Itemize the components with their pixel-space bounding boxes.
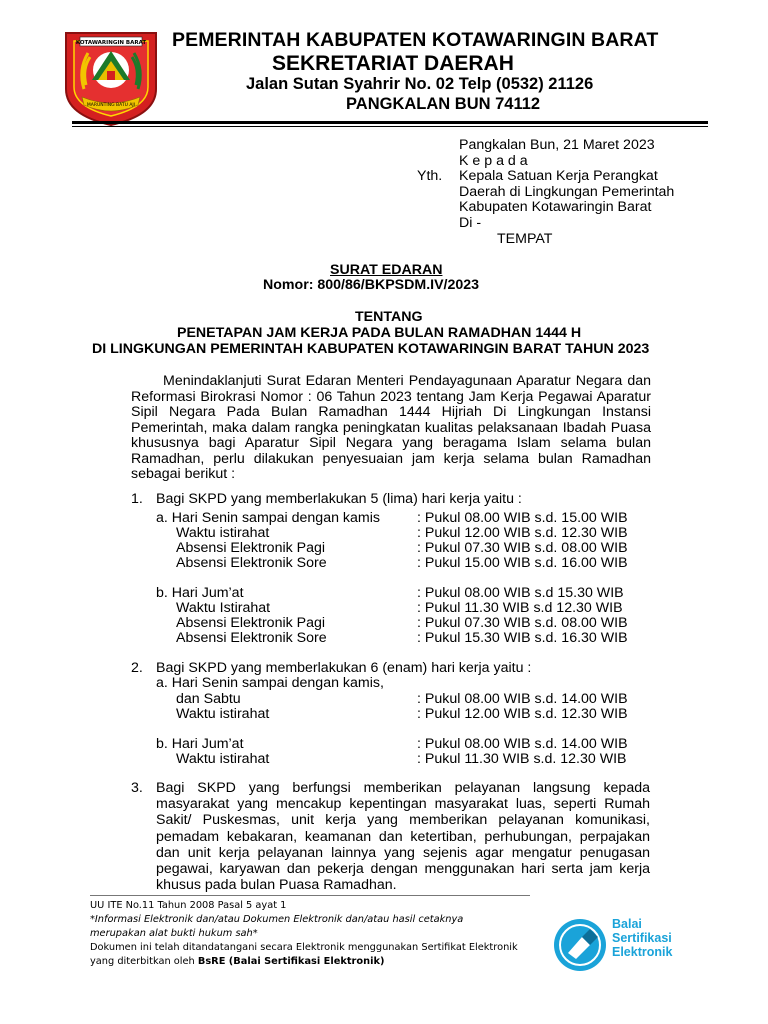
recipient-line-2: Daerah di Lingkungan Pemerintah	[459, 184, 675, 200]
item-2b-value-1: : Pukul 11.30 WIB s.d. 12.30 WIB	[417, 751, 627, 767]
item-1b-value-1: : Pukul 11.30 WIB s.d 12.30 WIB	[417, 600, 623, 616]
letter-date: Pangkalan Bun, 21 Maret 2023	[459, 137, 655, 153]
item-2b-label-1: Waktu istirahat	[176, 751, 270, 767]
header-rule-thick	[72, 121, 708, 124]
item-1b-value-2: : Pukul 07.30 WIB s.d. 08.00 WIB	[417, 615, 628, 631]
kepada-label: K e p a d a	[459, 153, 528, 169]
item-1a-value-0: : Pukul 08.00 WIB s.d. 15.00 WIB	[417, 510, 628, 526]
item-2-text: Bagi SKPD yang memberlakukan 6 (enam) hari kerja yaitu :	[156, 660, 532, 676]
item-2-number: 2.	[131, 660, 143, 676]
item-1-number: 1.	[131, 491, 143, 507]
footer-line-5-prefix: yang diterbitkan oleh	[90, 956, 198, 967]
letter-number: Nomor: 800/86/BKPSDM.IV/2023	[263, 277, 480, 293]
bsre-text-1: Balai	[612, 917, 642, 931]
item-1a-label-0: a. Hari Senin sampai dengan kamis	[156, 510, 380, 526]
footer-line-3: merupakan alat bukti hukum sah*	[90, 928, 258, 939]
intro-text: Menindaklanjuti Surat Edaran Menteri Pendayagunaan Aparatur Negara dan Reformasi Birokrasi Nomor : 06 Tahun 2023 tentang Jam Kerja Pegawai Aparatur Sipil Negara Pada Bulan Ramadhan 1444 Hijriah Di Lingkungan Instansi Pemerintah, maka dalam rangka peningkatan kualitas pelaksanaan Ibadah Puasa khususnya bagi Aparatur Sipil Negara yang beragama Islam selama bulan Ramadhan, perlu dilakukan penyesuaian jam kerja selama bulan Ramadhan sebagai berikut :	[131, 373, 651, 482]
footer-line-1: UU ITE No.11 Tahun 2008 Pasal 5 ayat 1	[90, 900, 287, 911]
tempat-label: TEMPAT	[497, 231, 553, 247]
letter-title: SURAT EDARAN	[330, 262, 443, 278]
item-2a-label-0: dan Sabtu	[176, 691, 241, 707]
item-2b-label-0: b. Hari Jum’at	[156, 736, 244, 752]
header-city: PANGKALAN BUN 74112	[346, 95, 541, 113]
item-3-paragraph	[156, 780, 650, 893]
header-dept: SEKRETARIAT DAERAH	[272, 52, 514, 75]
kotawaringin-barat-emblem	[62, 25, 160, 127]
item-1b-label-2: Absensi Elektronik Pagi	[176, 615, 326, 631]
item-2a-head: a. Hari Senin sampai dengan kamis,	[156, 675, 384, 691]
header-rule-thin	[72, 126, 708, 127]
intro-paragraph	[131, 374, 651, 483]
item-1a-label-2: Absensi Elektronik Pagi	[176, 540, 326, 556]
footer-line-5	[90, 956, 384, 967]
item-1a-label-3: Absensi Elektronik Sore	[176, 555, 327, 571]
item-1b-label-0: b. Hari Jum’at	[156, 585, 244, 601]
bsre-logo	[552, 917, 608, 973]
item-3-text: Bagi SKPD yang berfungsi memberikan pelayanan langsung kepada masyarakat yang mencakup kepentingan masyarakat luas, seperti Rumah Sakit/ Puskesmas, unit kerja yang memberikan pelayanan komunikasi, pemadam kebakaran, keamanan dan ketertiban, perhubungan, perpajakan dan unit kerja pelayanan lainnya yang sejenis agar mengatur penugasan pegawai, karyawan dan pekerja dengan menggunakan hari serta jam kerja khusus pada bulan Puasa Ramadhan.	[156, 780, 650, 894]
item-1b-value-3: : Pukul 15.30 WIB s.d. 16.30 WIB	[417, 630, 628, 646]
subject-line-2: DI LINGKUNGAN PEMERINTAH KABUPATEN KOTAWARINGIN BARAT TAHUN 2023	[92, 341, 650, 357]
item-2b-value-0: : Pukul 08.00 WIB s.d. 14.00 WIB	[417, 736, 628, 752]
header-address: Jalan Sutan Syahrir No. 02 Telp (0532) 21126	[246, 75, 594, 93]
item-2a-value-1: : Pukul 12.00 WIB s.d. 12.30 WIB	[417, 706, 628, 722]
yth-label: Yth.	[417, 168, 443, 184]
item-1b-value-0: : Pukul 08.00 WIB s.d 15.30 WIB	[417, 585, 624, 601]
recipient-line-3: Kabupaten Kotawaringin Barat	[459, 199, 652, 215]
footer-line-2: *Informasi Elektronik dan/atau Dokumen Elektronik dan/atau hasil cetaknya	[90, 914, 464, 925]
item-1b-label-3: Absensi Elektronik Sore	[176, 630, 327, 646]
di-label: Di -	[459, 215, 482, 231]
item-1b-label-1: Waktu Istirahat	[176, 600, 271, 616]
recipient-line-1: Kepala Satuan Kerja Perangkat	[459, 168, 658, 184]
item-2a-label-1: Waktu istirahat	[176, 706, 270, 722]
header-org: PEMERINTAH KABUPATEN KOTAWARINGIN BARAT	[172, 29, 659, 51]
footer-line-5-bold: BsRE (Balai Sertifikasi Elektronik)	[197, 956, 385, 967]
logo-top-text: KOTAWARINGIN BARAT	[75, 40, 147, 46]
item-2a-value-0: : Pukul 08.00 WIB s.d. 14.00 WIB	[417, 691, 628, 707]
bsre-text-3: Elektronik	[612, 945, 673, 959]
logo-ribbon-text: MARUNTING BATU AJI	[86, 103, 136, 108]
item-1a-value-1: : Pukul 12.00 WIB s.d. 12.30 WIB	[417, 525, 628, 541]
item-1a-label-1: Waktu istirahat	[176, 525, 270, 541]
item-1-text: Bagi SKPD yang memberlakukan 5 (lima) hari kerja yaitu :	[156, 491, 522, 507]
tentang-label: TENTANG	[355, 309, 423, 325]
footer-line-4: Dokumen ini telah ditandatangani secara Elektronik menggunakan Sertifikat Elektronik	[90, 942, 518, 953]
item-1a-value-2: : Pukul 07.30 WIB s.d. 08.00 WIB	[417, 540, 628, 556]
bsre-text-2: Sertifikasi	[612, 931, 672, 945]
footer-divider	[90, 895, 530, 896]
item-1a-value-3: : Pukul 15.00 WIB s.d. 16.00 WIB	[417, 555, 628, 571]
subject-line-1: PENETAPAN JAM KERJA PADA BULAN RAMADHAN 1444 H	[177, 325, 582, 341]
item-3-number: 3.	[131, 780, 143, 796]
